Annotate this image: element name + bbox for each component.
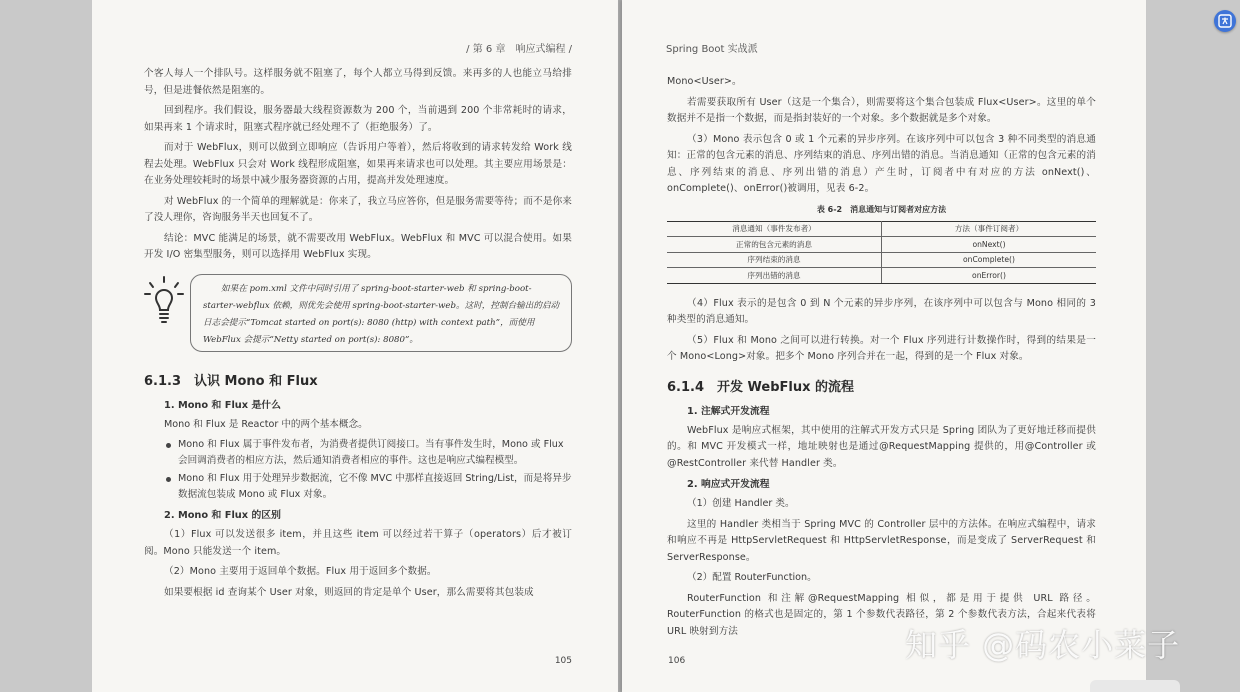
running-head: Spring Boot 实战派 bbox=[666, 44, 758, 55]
book-page-left bbox=[92, 0, 618, 692]
paragraph: （4）Flux 表示的是包含 0 到 N 个元素的异步序列，在该序列中可以包含与 Mono 相同的 3 种类型的消息通知。 bbox=[667, 297, 1096, 325]
table-header-row bbox=[667, 221, 1096, 237]
lightbulb-icon bbox=[144, 276, 184, 326]
paragraph: 若需要获取所有 User（这是一个集合），则需要将这个集合包装成 Flux<User>。这里的单个数据并不是指一个数据，而是指封装好的一个对象。多个数据就是多个对象。 bbox=[667, 96, 1096, 124]
table-cell: 序列结束的消息 bbox=[667, 252, 882, 268]
watermark: 知乎 @码农小菜子 bbox=[905, 626, 1181, 664]
book-page-right bbox=[622, 0, 1146, 692]
paragraph: 回到程序。我们假设，服务器最大线程资源数为 200 个，当前遇到 200 个非常耗时的请求，如果再来 1 个请求时，阻塞式程序就已经处理不了（拒绝服务）了。 bbox=[144, 105, 572, 133]
table-row bbox=[667, 268, 1096, 284]
table-cell: onError() bbox=[882, 268, 1097, 284]
paragraph: （5）Flux 和 Mono 之间可以进行转换。对一个 Flux 序列进行计数操作时，得到的结果是一个 Mono<Long>对象。把多个 Mono 序列合并在一起，得到的是一个 Flux 对象。 bbox=[667, 334, 1096, 362]
table-cell: 正常的包含元素的消息 bbox=[667, 237, 882, 253]
paragraph: 结论：MVC 能满足的场景，就不需要改用 WebFlux。WebFlux 和 MVC 可以混合使用。如果开发 I/O 密集型服务，则可以选择用 WebFlux 实现。 bbox=[144, 232, 572, 260]
bullet-list bbox=[144, 437, 572, 503]
table bbox=[667, 221, 1096, 284]
table-header: 消息通知（事件发布者） bbox=[667, 221, 882, 237]
paragraph: （2）配置 RouterFunction。 bbox=[687, 572, 817, 583]
page-content bbox=[667, 74, 1096, 644]
subsection-heading: 1. 注解式开发流程 bbox=[687, 405, 770, 417]
paragraph: RouterFunction 和注解@RequestMapping 相似，都是用于提供 URL 路径。RouterFunction 的格式也是固定的，第 1 个参数代表路径，第 2 个参数代表方法，合起来代表将 URL 映射到方法 bbox=[667, 592, 1096, 637]
paragraph: Mono<User>。 bbox=[667, 76, 742, 87]
page-content bbox=[144, 66, 572, 605]
paragraph: （2）Mono 主要用于返回单个数据。Flux 用于返回多个数据。 bbox=[164, 566, 437, 577]
paragraph: （1）Flux 可以发送很多 item，并且这些 item 可以经过若干算子（operators）后才被订阅。Mono 只能发送一个 item。 bbox=[144, 529, 572, 557]
paragraph: 而对于 WebFlux，则可以做到立即响应（告诉用户等着），然后将收到的请求转发给 Work 线程去处理。WebFlux 只会对 Work 线程形成阻塞，如果再来请求也可以处理。其主要应用场景是：在业务处理较耗时的场景中减少服务器资源的占用，提高并发处理速度。 bbox=[144, 142, 572, 186]
list-item: Mono 和 Flux 属于事件发布者，为消费者提供订阅接口。当有事件发生时，Mono 或 Flux 会回调消费者的相应方法，然后通知消费者相应的事件。这也是响应式编程模型。 bbox=[164, 437, 572, 469]
table-cell: 序列出错的消息 bbox=[667, 268, 882, 284]
page-number: 106 bbox=[668, 656, 686, 666]
message-table bbox=[667, 204, 1096, 284]
paragraph: 这里的 Handler 类相当于 Spring MVC 的 Controller 层中的方法体。在响应式编程中，请求和响应不再是 HttpServletRequest 和 HttpServletResponse，而是变成了 ServerRequest 和 ServerResponse。 bbox=[667, 518, 1096, 563]
paragraph: Mono 和 Flux 是 Reactor 中的两个基本概念。 bbox=[164, 418, 368, 430]
paragraph: （1）创建 Handler 类。 bbox=[687, 498, 795, 509]
paragraph: 对 WebFlux 的一个简单的理解就是：你来了，我立马应答你，但是服务需要等待；而不是你来了没人理你，咨询服务半天也回复不了。 bbox=[144, 195, 572, 223]
table-row bbox=[667, 252, 1096, 268]
section-heading: 6.1.4 开发 WebFlux 的流程 bbox=[667, 379, 855, 395]
subsection-heading: 2. 响应式开发流程 bbox=[687, 479, 770, 490]
table-cell: onNext() bbox=[882, 237, 1097, 253]
scroll-indicator bbox=[1090, 680, 1180, 692]
tip-text: 如果在 pom.xml 文件中同时引用了 spring-boot-starter-web 和 spring-boot-starter-webflux 依赖，则优先会使用 spring-boot-starter-web。这时，控制台输出的启动日志会提示“Tomcat started on port(s): 8080 (http) with context path”，而使用 WebFlux 会提示“Netty started on port(s): 8080”。 bbox=[190, 274, 572, 352]
table-row bbox=[667, 237, 1096, 253]
subsection-heading: 1. Mono 和 Flux 是什么 bbox=[164, 399, 281, 411]
table-caption: 表 6-2 消息通知与订阅者对应方法 bbox=[816, 204, 947, 214]
tip-callout bbox=[144, 274, 572, 354]
table-cell: onComplete() bbox=[882, 252, 1097, 268]
translate-icon bbox=[1218, 14, 1232, 28]
subsection-heading: 2. Mono 和 Flux 的区别 bbox=[164, 510, 281, 521]
paragraph: （3）Mono 表示包含 0 或 1 个元素的异步序列。在该序列中可以包含 3 种不同类型的消息通知：正常的包含元素的消息、序列结束的消息、序列出错的消息。当消息通知（正常的包含元素的消息、序列结束的消息、序列出错的消息）产生时，订阅者中有对应的方法 onNext()、onComplete()、onError()被调用，见表 6-2。 bbox=[667, 133, 1096, 194]
paragraph: 如果要根据 id 查询某个 User 对象，则返回的肯定是单个 User，那么需要将其包装成 bbox=[164, 586, 534, 598]
paragraph: 个客人每人一个排队号。这样服务就不阻塞了，每个人都立马得到反馈。来再多的人也能立马给排号，但是进餐依然是阻塞的。 bbox=[144, 68, 572, 96]
table-header: 方法（事件订阅者） bbox=[882, 221, 1097, 237]
running-head: / 第 6 章 响应式编程 / bbox=[466, 44, 572, 55]
translate-button[interactable] bbox=[1214, 10, 1236, 32]
page-number: 105 bbox=[554, 656, 572, 666]
section-heading: 6.1.3 认识 Mono 和 Flux bbox=[144, 373, 318, 389]
list-item: Mono 和 Flux 用于处理异步数据流，它不像 MVC 中那样直接返回 String/List，而是将异步数据流包装成 Mono 或 Flux 对象。 bbox=[164, 471, 572, 503]
paragraph: WebFlux 是响应式框架，其中使用的注解式开发方式只是 Spring 团队为了更好地迁移而提供的。和 MVC 开发模式一样，地址映射也是通过@RequestMapping 提供的，用@Controller 或@RestController 来代替 Handler 类。 bbox=[667, 424, 1096, 469]
